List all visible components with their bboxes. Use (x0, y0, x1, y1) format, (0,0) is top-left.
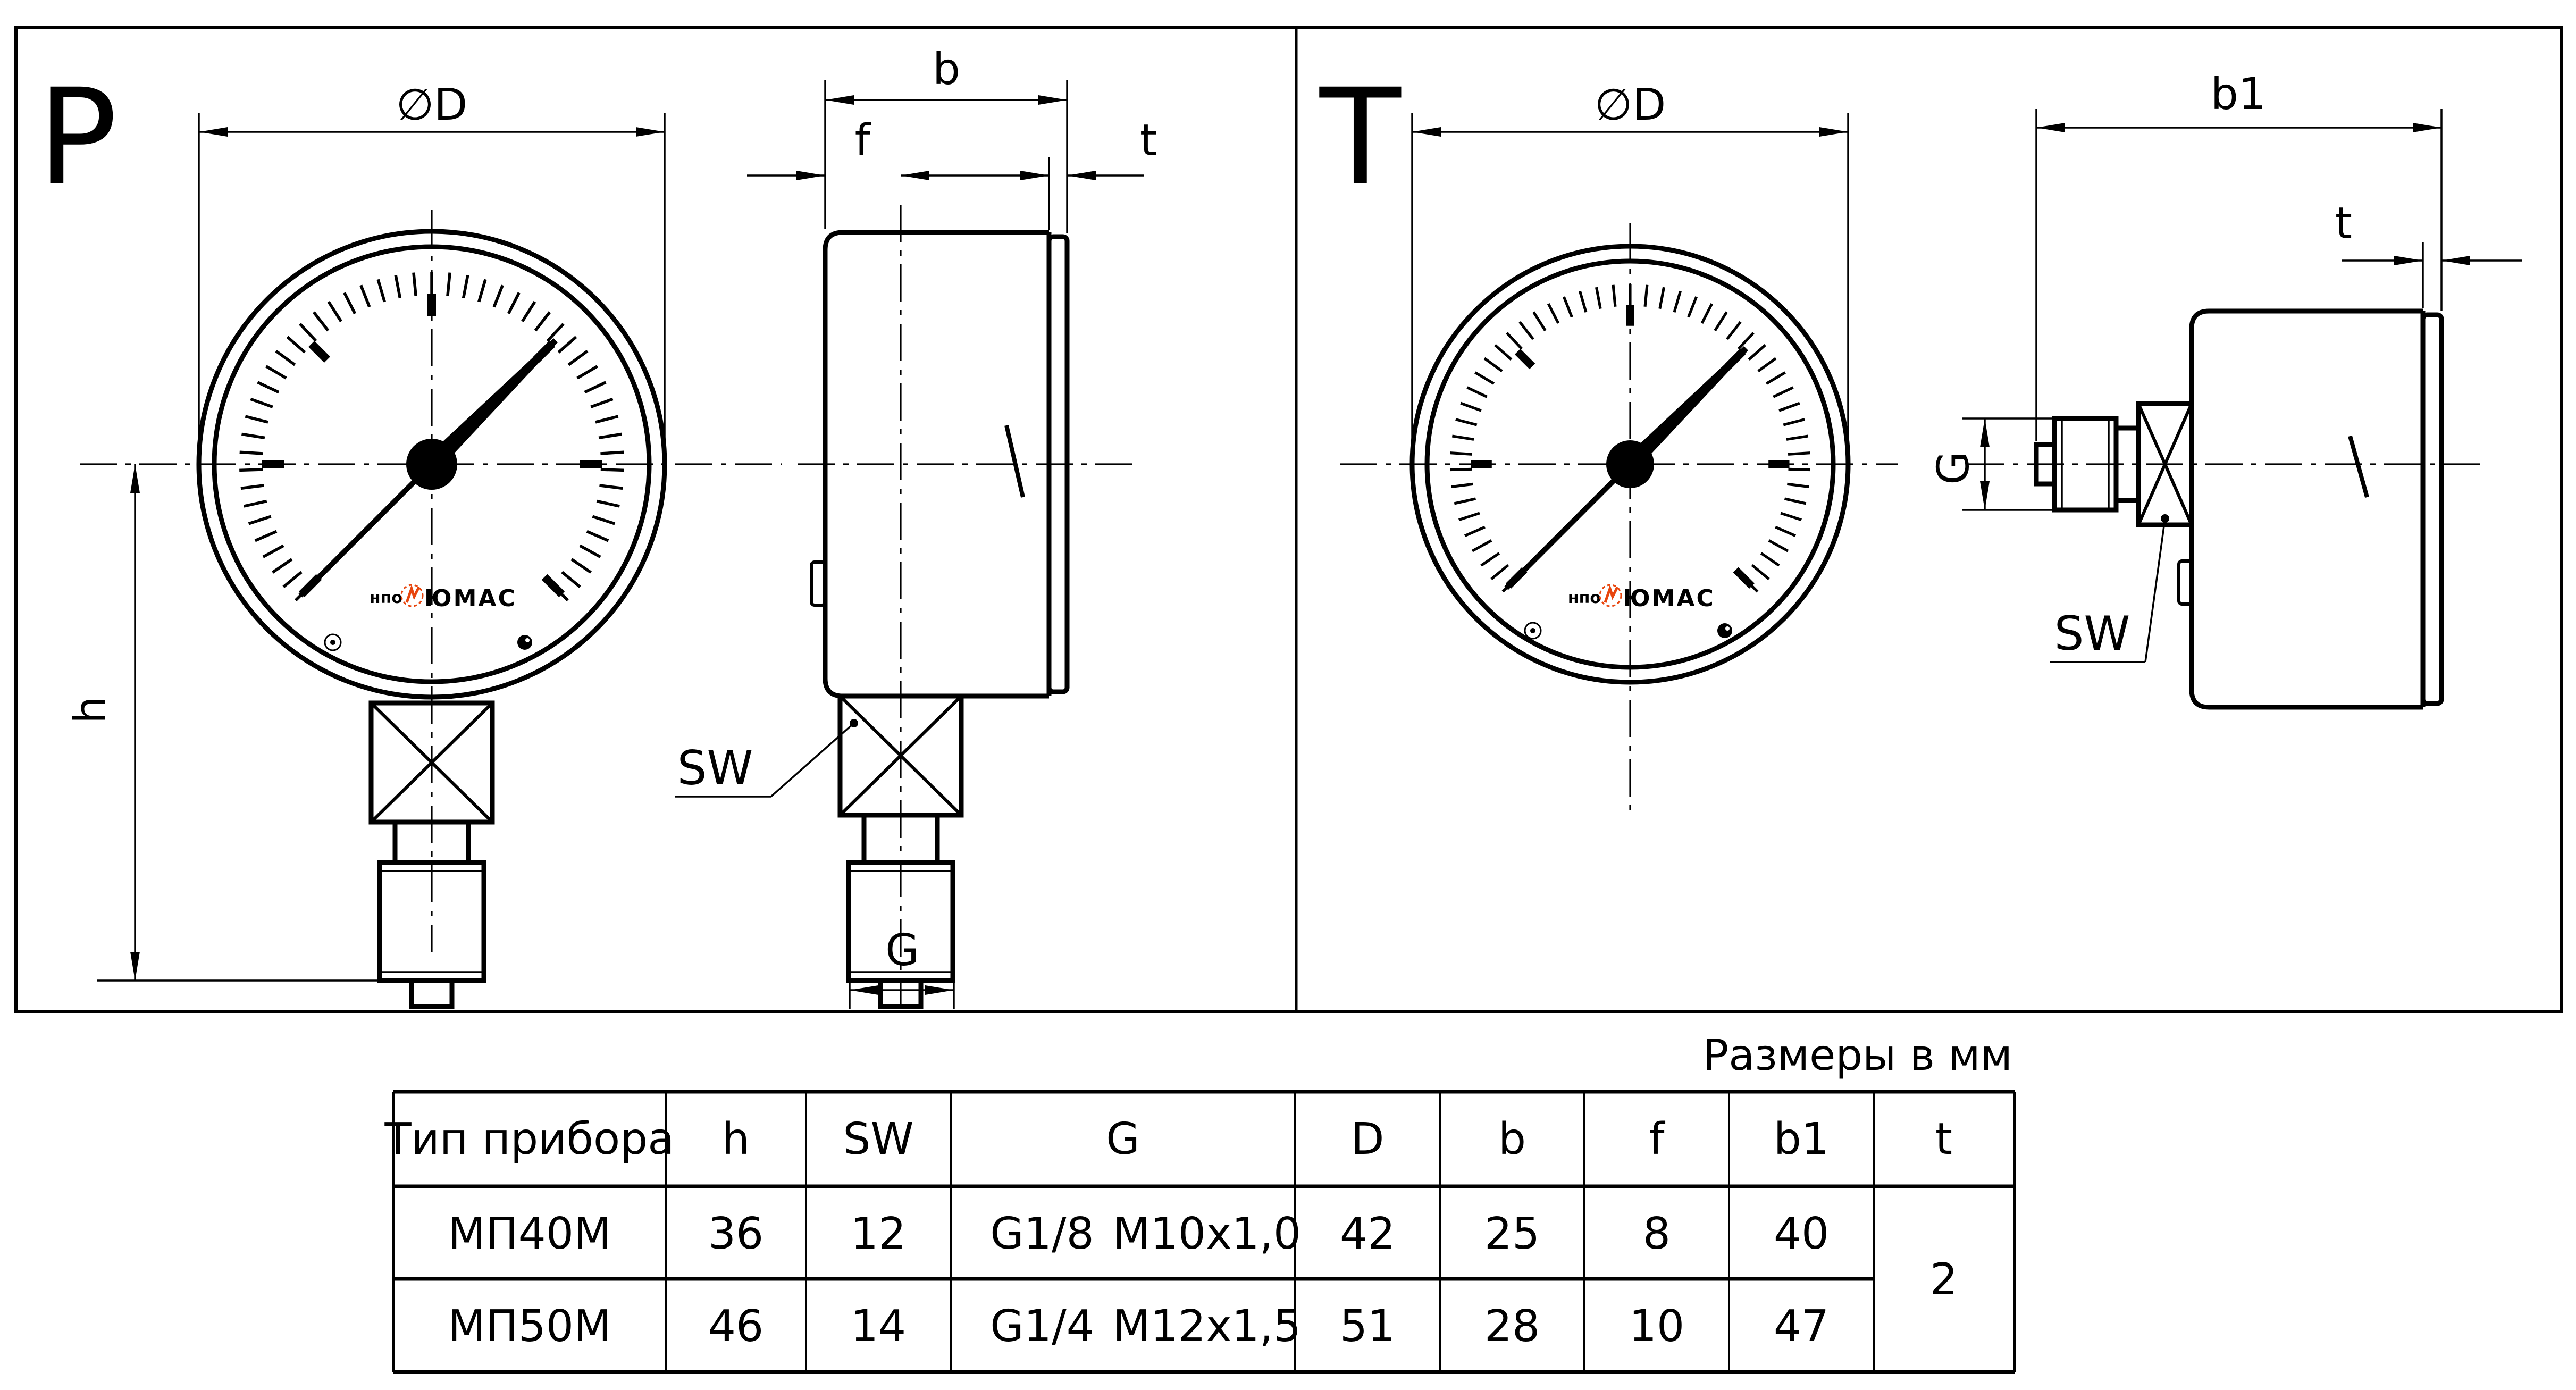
cell-t-merged: 2 (1929, 1254, 1958, 1305)
p-sw-label: SW (677, 741, 753, 796)
p-g-label: G (885, 925, 919, 976)
t-t-label: t (2335, 198, 2353, 249)
cell-h: 46 (708, 1301, 764, 1352)
cell-b: 28 (1484, 1301, 1540, 1352)
t-b1-label: b1 (2210, 69, 2267, 120)
cell-type: МП40М (448, 1209, 611, 1259)
cell-b: 25 (1484, 1209, 1540, 1259)
units-note: Размеры в мм (1702, 1031, 2012, 1080)
col-header-d: D (1350, 1114, 1385, 1165)
col-header-g: G (1106, 1114, 1140, 1165)
cell-type: МП50М (448, 1301, 611, 1352)
cell-b1: 47 (1773, 1301, 1830, 1352)
col-header-b: b (1498, 1114, 1526, 1165)
col-header-sw: SW (843, 1114, 914, 1165)
col-header-h: h (722, 1114, 750, 1165)
t-sw-leader-dot (2161, 514, 2169, 523)
p-dia-label: ∅D (396, 80, 468, 130)
p-f-label: f (854, 115, 870, 166)
p-t-label: t (1139, 115, 1157, 166)
p-h-label: h (65, 696, 116, 724)
panel-t-label: T (1320, 60, 1401, 215)
cell-sw: 14 (850, 1301, 907, 1352)
cell-g-thread: G1/4 (990, 1301, 1094, 1352)
t-cert-mark-right (1717, 623, 1732, 638)
cell-f: 8 (1642, 1209, 1671, 1259)
t-sw-label: SW (2054, 606, 2130, 661)
cell-b1: 40 (1773, 1209, 1830, 1259)
t-needle-hub (1606, 440, 1654, 488)
col-header-f: f (1649, 1114, 1665, 1165)
logo-name: ЮМАС (424, 585, 517, 612)
cell-f: 10 (1629, 1301, 1685, 1352)
col-header-b1: b1 (1773, 1114, 1830, 1165)
cell-g-thread: G1/8 (990, 1209, 1094, 1259)
logo-prefix: нпо (369, 589, 402, 607)
cell-h: 36 (708, 1209, 764, 1259)
t-g-label: G (1928, 451, 1979, 485)
panel-p-label: P (37, 60, 118, 215)
cell-sw: 12 (850, 1209, 907, 1259)
cell-d: 42 (1339, 1209, 1396, 1259)
logo-name: ЮМАС (1623, 585, 1715, 612)
logo-prefix: нпо (1567, 589, 1601, 607)
p-cert-mark-right (517, 635, 532, 650)
p-b-label: b (932, 44, 961, 95)
p-sw-leader-dot (850, 719, 858, 727)
cell-g-metric: M12x1,5 (1112, 1301, 1302, 1352)
cell-g-metric: M10x1,0 (1112, 1209, 1302, 1259)
cell-d: 51 (1339, 1301, 1396, 1352)
col-header-t: t (1935, 1114, 1953, 1165)
t-dia-label: ∅D (1594, 80, 1666, 130)
col-header-type: Тип прибора (384, 1114, 675, 1165)
p-needle-hub (406, 439, 457, 490)
